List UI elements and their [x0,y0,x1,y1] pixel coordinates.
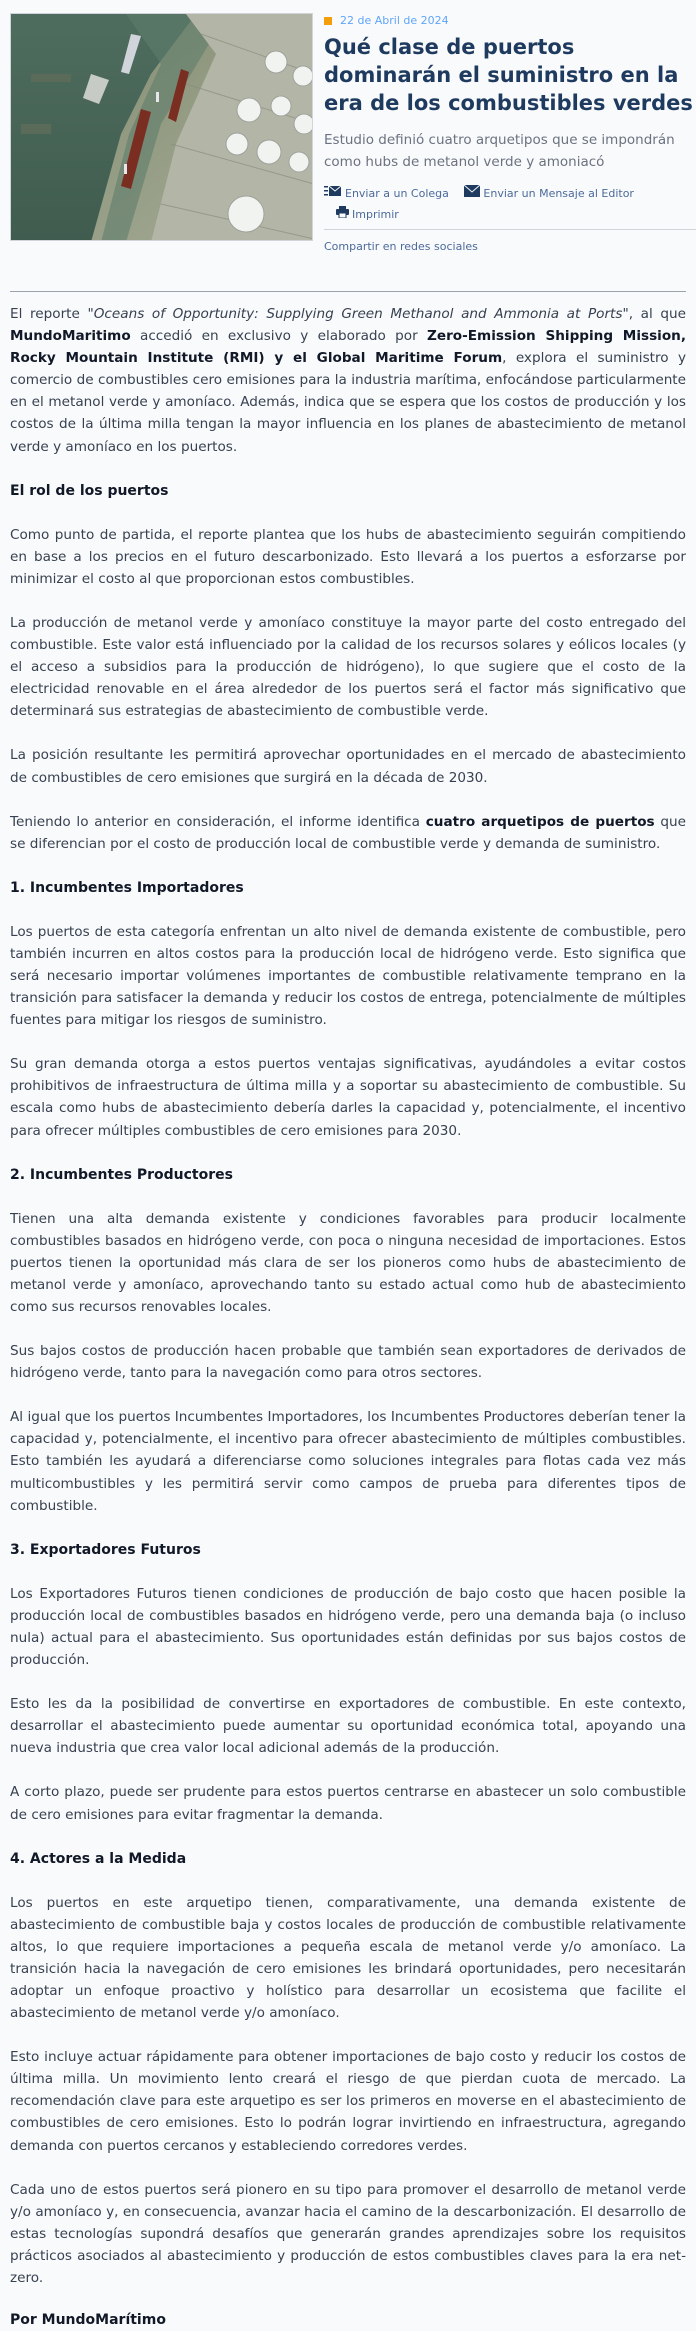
port-aerial-image [11,14,313,241]
share-social-link[interactable] [324,229,696,253]
report-authors: Zero-Emission Shipping Mission, Rocky Mountain Institute (RMI) y el Global Maritime Forum [10,328,687,367]
paragraph: Los Exportadores Futuros tienen condiciones de producción de bajo costo que hacen posible la producción local de combustibles basados en hidrógeno verde, pero una demanda baja (o incluso nula) actual para el abastecimiento. Sus oportunidades están definidas por sus bajos costos de producción. [10,1585,686,1669]
article-photo [10,13,313,241]
send-colleague-link[interactable] [324,183,449,204]
intro-text-4: , explora el suministro y comercio de combustibles cero emisiones para la industria marítima, enfocándose particularmente en el metanol verde y amoníaco. Además, indica que se espera que los costos de producción y los costos de la última milla tengan la mayor influencia en los planes de abastecimiento de metanol verde y amoníaco en los puertos. [10,350,686,455]
archetypes-text-1: Teniendo lo anterior en consideración, el informe identifica [10,813,426,830]
paragraph: Su gran demanda otorga a estos puertos ventajas significativas, ayudándoles a evitar costos prohibitivos de infraestructura de última milla y a soportar su abastecimiento de combustible. Su escala como hubs de abastecimiento debería darles la capacidad y, potencialmente, el incentivo para ofrecer múltiples combustibles de cero emisiones para 2030. [10,1056,686,1139]
date-row [324,14,696,27]
paragraph: A corto plazo, puede ser prudente para estos puertos centrarse en abastecer un solo combustible de cero emisiones para evitar fragmentar la demanda. [10,1784,686,1823]
paragraph: Esto les da la posibilidad de convertirse en exportadores de combustible. En este contexto, desarrollar el abastecimiento puede aumentar su oportunidad económica total, apoyando una nueva industria que crea valor local adicional además de la producción. [10,1696,686,1757]
divider [10,291,686,292]
paragraph: Tienen una alta demanda existente y condiciones favorables para producir localmente combustibles basados en hidrógeno verde, con poca o ninguna necesidad de importaciones. Estos puertos tienen la oportunidad más clara de ser los pioneros como hubs de abastecimiento de metanol verde y amoníaco, aprovechando tanto su estado actual como hub de abastecimiento como sus recursos renovables locales. [10,1210,686,1315]
intro-text-2: ", al que [622,306,686,322]
paragraph: Esto incluye actuar rápidamente para obtener importaciones de bajo costo y reducir los costos de última milla. Un movimiento lento creará el riesgo de que pierdan cuota de mercado. La recomendación clave para este arquetipo es ser los primeros en moverse en el abastecimiento de combustibles de cero emisiones. Esto lo podrán lograr invirtiendo en infraestructura, agregando demanda con puertos cercanos y estableciendo corredores verdes. [10,2049,686,2154]
intro-text-1: El reporte " [10,306,94,322]
paragraph: Como punto de partida, el reporte plantea que los hubs de abastecimiento seguirán compitiendo en base a los precios en el futuro descarbonizado. Esto llevará a los puertos a esforzarse por minimizar el costo al que proporcionan estos combustibles. [10,526,686,587]
print-link[interactable] [336,204,399,225]
mail-list-icon [324,183,342,204]
archetypes-bold: cuatro arquetipos de puertos [425,813,655,830]
section-heading-3: 3. Exportadores Futuros [10,1541,201,1558]
byline: Por MundoMarítimo [10,2312,166,2329]
send-editor-link[interactable] [464,183,634,204]
outlet-name: MundoMaritimo [10,328,131,345]
paragraph: La producción de metanol verde y amoníaco constituye la mayor parte del costo entregado del combustible. Este valor está influenciado por la calidad de los recursos solares y eólicos locales (y el acceso a subsidios para la producción de hidrógeno), lo que sugiere que el costo de la electricidad renovable en el área alrededor de los puertos será el factor más significativo que determinará sus estrategias de abastecimiento de combustible verde. [10,614,686,720]
article-title: Qué clase de puertos dominarán el suministro en la era de los combustibles verdes [324,35,693,115]
article-body [10,303,686,2331]
article-subtitle: Estudio definió cuatro arquetipos que se impondrán como hubs de metanol verde y amoniacó [324,132,675,170]
article-info [324,14,696,253]
intro-text-3: accedió en exclusivo y elaborado por [130,328,427,345]
print-label: Imprimir [352,208,399,221]
paragraph: Los puertos en este arquetipo tienen, comparativamente, una demanda existente de abastecimiento de combustible baja y costos locales de producción de combustible relativamente altos, lo que requiere importaciones a pequeña escala de metanol verde y/o amoníaco. La transición hacia la navegación de cero emisiones les brindará oportunidades, pero necesitarán adoptar un enfoque proactivo y holístico para desarrollar un ecosistema que facilite el abastecimiento de metanol verde y/o amoníaco. [10,1894,686,2022]
section-heading-2: 2. Incumbentes Productores [10,1166,233,1183]
publish-date: 22 de Abril de 2024 [340,14,449,27]
section-heading-role: El rol de los puertos [10,482,169,499]
intro-paragraph [10,303,686,458]
share-social-label: Compartir en redes sociales [324,240,478,253]
date-square-icon [324,17,332,25]
send-colleague-label: Enviar a un Colega [345,187,449,200]
share-actions [324,183,696,225]
envelope-icon [464,183,480,204]
send-editor-label: Enviar un Mensaje al Editor [483,187,634,200]
section-heading-1: 1. Incumbentes Importadores [10,879,244,896]
section-heading-4: 4. Actores a la Medida [10,1850,187,1867]
printer-icon [336,204,349,225]
paragraph: Sus bajos costos de producción hacen probable que también sean exportadores de derivados de hidrógeno verde, tanto para la navegación como para otros sectores. [10,1343,686,1382]
archetypes-paragraph [10,811,686,855]
report-title: Oceans of Opportunity: Supplying Green Methanol and Ammonia at Ports [93,306,623,322]
archetypes-text-2: que se diferencian por el costo de producción local de combustible verde y demanda de suministro. [10,813,686,852]
paragraph: Cada uno de estos puertos será pionero en su tipo para promover el desarrollo de metanol verde y/o amoníaco y, en consecuencia, avanzar hacia el camino de la descarbonización. El desarrollo de estas tecnologías supondrá desafíos que generarán grandes aprendizajes sobre los requisitos prácticos asociados al abastecimiento y producción de estos combustibles claves para la era net-zero. [10,2181,686,2286]
page [10,0,696,2331]
paragraph: La posición resultante les permitirá aprovechar oportunidades en el mercado de abastecimiento de combustibles de cero emisiones que surgirá en la década de 2030. [10,747,686,786]
paragraph: Los puertos de esta categoría enfrentan un alto nivel de demanda existente de combustible, pero también incurren en altos costos para la producción local de hidrógeno verde. Esto significa que será necesario importar volúmenes importantes de combustible relativamente temprano en la transición para satisfacer la demanda y reducir los costos de entrega, potencialmente de múltiples fuentes para mitigar los riesgos de suministro. [10,923,686,1029]
article-header [10,0,696,253]
paragraph: Al igual que los puertos Incumbentes Importadores, los Incumbentes Productores deberían tener la capacidad y, potencialmente, el incentivo para ofrecer abastecimiento de múltiples combustibles. Esto también les ayudará a diferenciarse como soluciones integrales para flotas cada vez más multicombustibles y les permitirá servir como campos de prueba para diferentes tipos de combustible. [10,1409,686,1514]
